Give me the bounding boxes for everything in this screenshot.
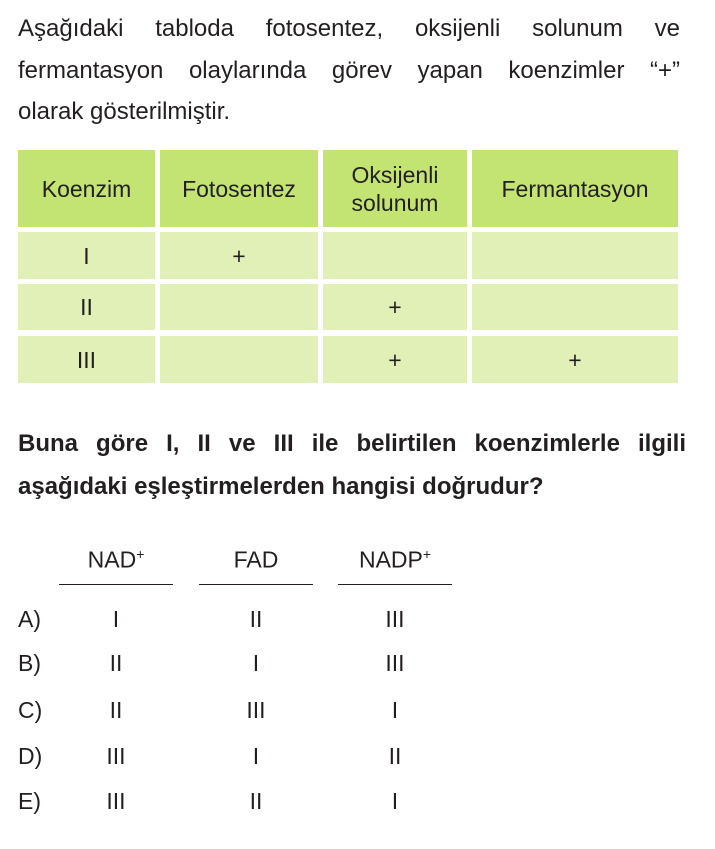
table-header: Oksijenli solunum — [323, 150, 467, 227]
column-header-nad — [59, 546, 173, 585]
table-cell — [472, 284, 678, 330]
table-header: Fotosentez — [160, 150, 318, 227]
table-header: Fermantasyon — [472, 150, 678, 227]
option-value: I — [252, 650, 260, 676]
question-intro — [18, 8, 680, 133]
intro-line: fermantasyon olaylarında görev yapan koenzimler “+” — [18, 56, 680, 84]
option-label: D) — [18, 743, 43, 769]
option-c[interactable] — [18, 697, 478, 737]
option-value: III — [385, 650, 405, 676]
table-cell: + — [160, 232, 318, 279]
option-a[interactable] — [18, 606, 478, 646]
option-value: II — [109, 697, 123, 723]
column-header-text: FAD — [233, 546, 279, 573]
question-stem — [18, 422, 686, 508]
table-cell: III — [18, 336, 155, 383]
column-header-text: NADP — [358, 546, 423, 573]
option-value: I — [391, 788, 399, 814]
column-header-fad — [199, 546, 313, 585]
table-cell — [472, 232, 678, 279]
option-value: II — [249, 606, 263, 632]
table-header: Koenzim — [18, 150, 155, 227]
column-header-nadp — [338, 546, 452, 585]
table-cell: + — [323, 336, 467, 383]
option-value: I — [391, 697, 399, 723]
column-header-text: NAD — [87, 546, 137, 573]
intro-line: olarak gösterilmiştir. — [18, 98, 231, 125]
option-value: III — [385, 606, 405, 632]
option-value: I — [112, 606, 120, 632]
option-value: III — [246, 697, 266, 723]
option-label: C) — [18, 697, 43, 723]
table-cell — [160, 336, 318, 383]
option-e[interactable] — [18, 788, 478, 828]
table-cell — [160, 284, 318, 330]
option-value: II — [249, 788, 263, 814]
option-b[interactable] — [18, 650, 478, 690]
option-value: III — [106, 743, 126, 769]
option-d[interactable] — [18, 743, 478, 783]
table-cell: II — [18, 284, 155, 330]
option-label: E) — [18, 788, 41, 814]
table-cell — [323, 232, 467, 279]
option-label: A) — [18, 606, 41, 632]
table-cell: I — [18, 232, 155, 279]
option-value: II — [109, 650, 123, 676]
table-cell: + — [472, 336, 678, 383]
option-value: III — [106, 788, 126, 814]
option-label: B) — [18, 650, 41, 676]
table-cell: + — [323, 284, 467, 330]
intro-line: Aşağıdaki tabloda fotosentez, oksijenli solunum ve — [18, 15, 680, 42]
superscript: + — [136, 546, 145, 562]
question-line: Buna göre I, II ve III ile belirtilen koenzimlerle ilgili — [18, 430, 686, 457]
superscript: + — [422, 546, 432, 562]
option-value: II — [388, 743, 402, 769]
question-line: aşağıdaki eşleştirmelerden hangisi doğrudur? — [18, 473, 544, 500]
option-value: I — [252, 743, 260, 769]
